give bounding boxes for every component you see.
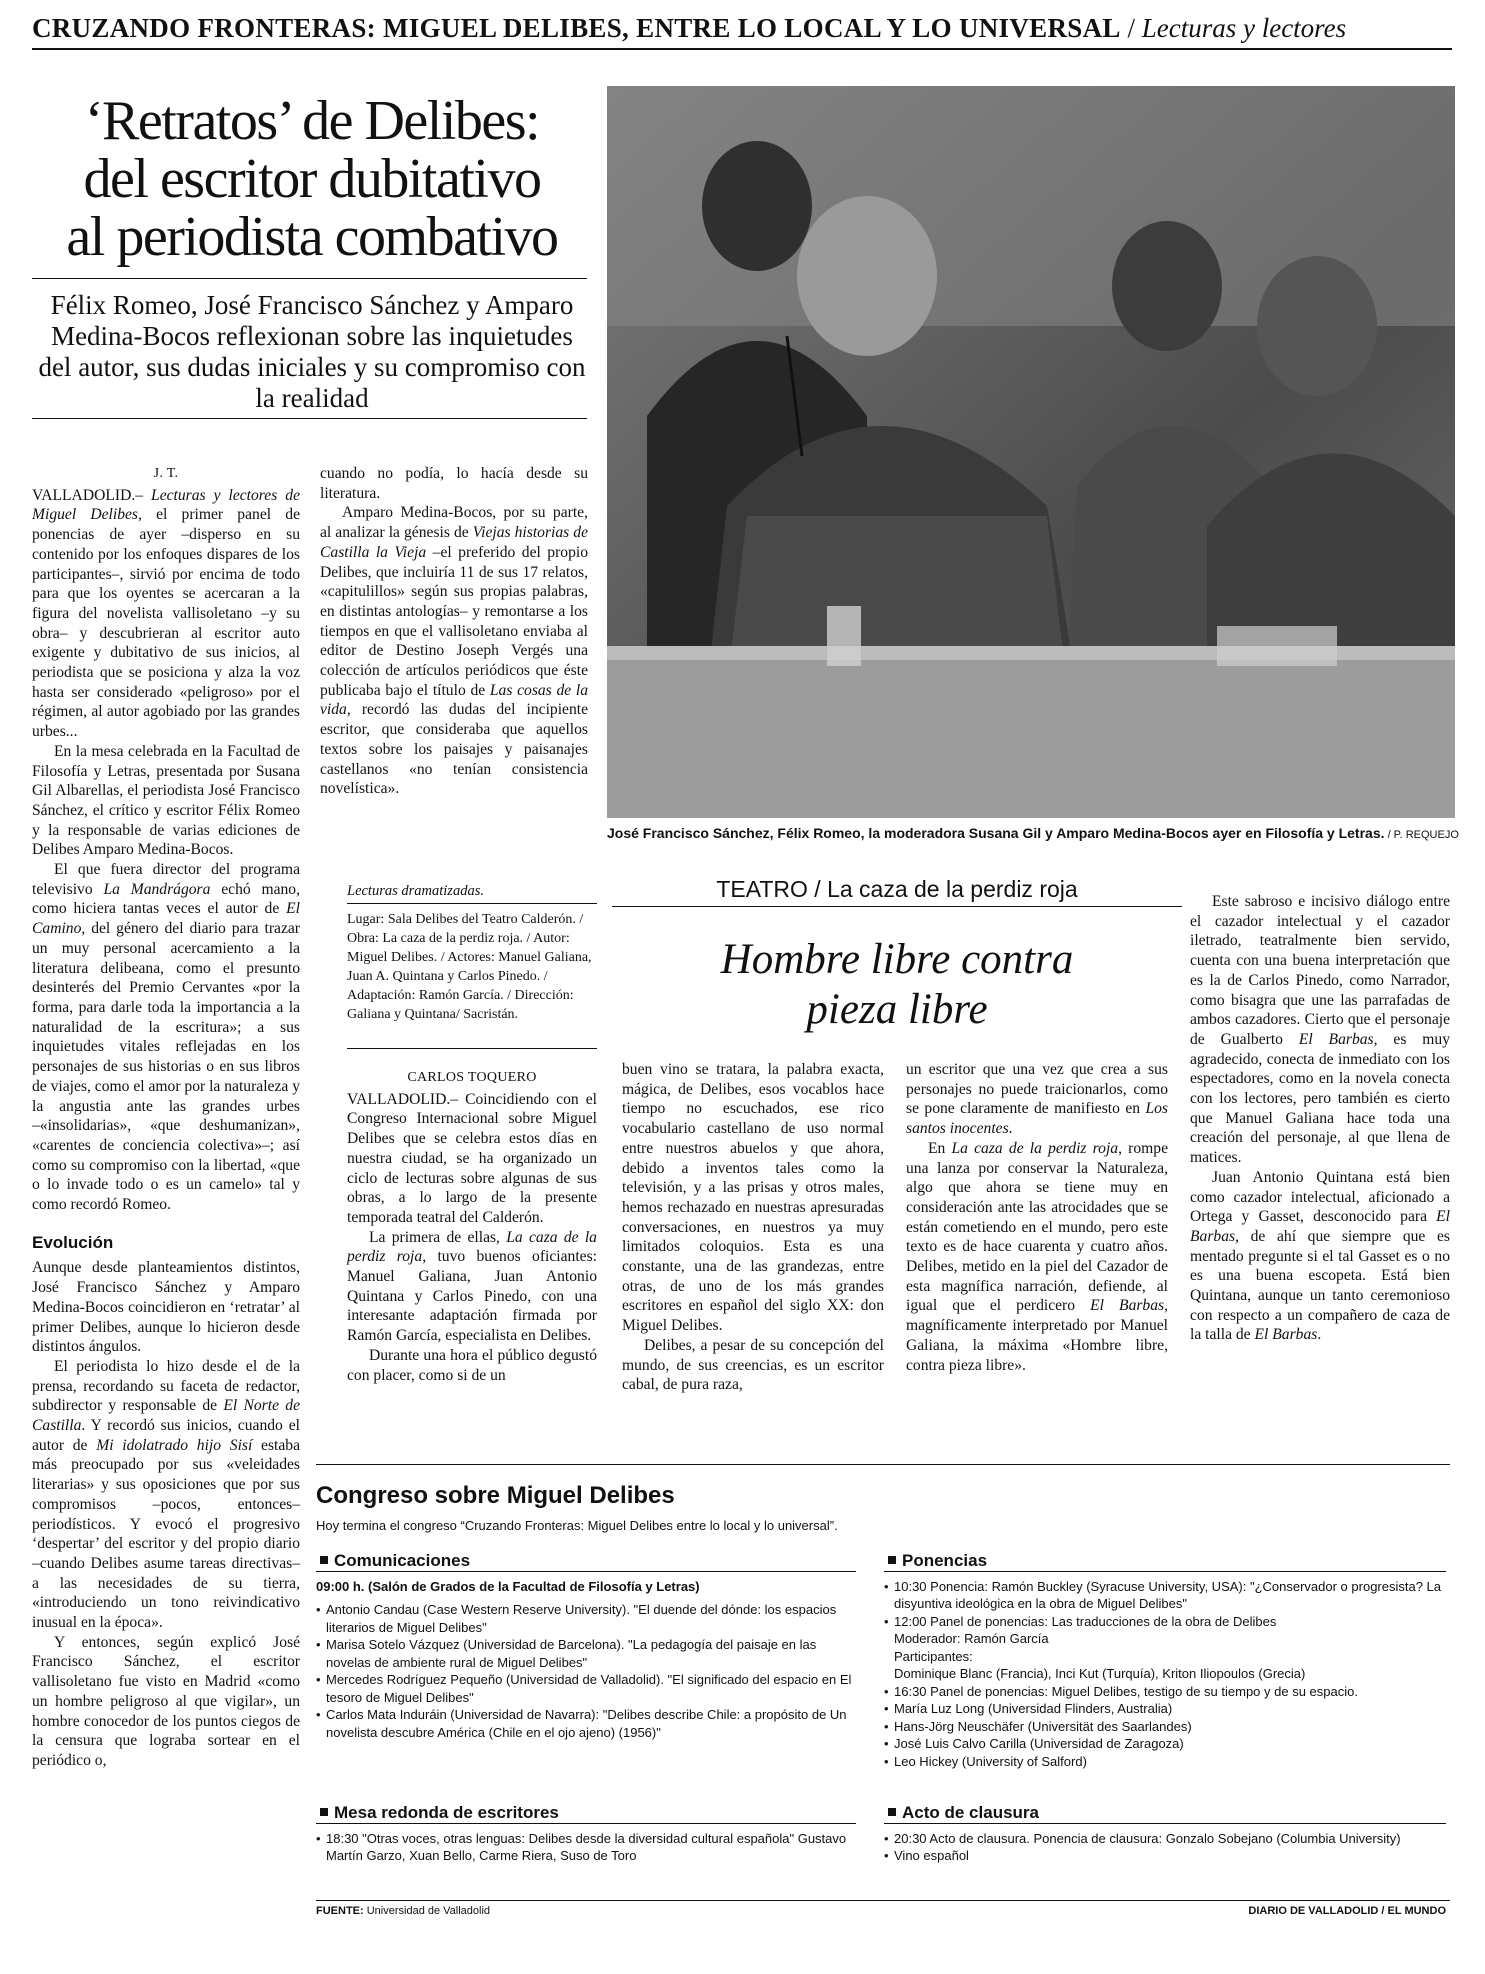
list-item: • Vino español — [884, 1847, 1446, 1865]
congress-box — [316, 1482, 1446, 1533]
theater-column-2 — [622, 1060, 884, 1395]
subheadline-rule — [32, 418, 587, 419]
comunicaciones-section — [316, 1550, 856, 1741]
kicker-rule — [612, 906, 1182, 907]
theater-headline — [612, 935, 1182, 1035]
newspaper-name: DIARIO DE VALLADOLID / EL MUNDO — [1248, 1905, 1446, 1917]
comunicaciones-list — [316, 1601, 856, 1741]
article-photo — [607, 86, 1455, 818]
photo-credit: / P. REQUEJO — [1384, 829, 1459, 841]
tech-sheet-text: Lugar: Sala Delibes del Teatro Calderón. / Obra: La caza de la perdiz roja. / Autor: Miguel Delibes. / Actores: Manuel Galiana, Juan A. Quintana y Carlos Pinedo. / Adaptación: Ramón García. / Dirección: Galiana y Quintana/ Sacristán. — [347, 912, 592, 1022]
headline-line-1: ‘Retratos’ de Delibes: — [84, 90, 540, 152]
ponencias-section — [884, 1550, 1446, 1770]
theater-headline-line-2: pieza libre — [806, 986, 988, 1033]
photo-caption — [607, 824, 1459, 844]
theater-headline-line-1: Hombre libre contra — [720, 936, 1074, 983]
comunicaciones-header: Comunicaciones — [316, 1550, 856, 1572]
theater-kicker: TEATRO / La caza de la perdiz roja — [716, 876, 1078, 902]
congress-title: Congreso sobre Miguel Delibes — [316, 1482, 675, 1509]
paragraph: cuando no podía, lo hacía desde su literatura. — [320, 465, 588, 502]
header-separator: / — [1120, 13, 1142, 43]
list-item: • Hans-Jörg Neuschäfer (Universität des Saarlandes) — [884, 1718, 1446, 1736]
list-item: • 10:30 Ponencia: Ramón Buckley (Syracuse University, USA): "¿Conservador o progresista? La disyuntiva ideológica en la obra de Miguel Delibes" — [884, 1578, 1446, 1613]
paragraph: En la mesa celebrada en la Facultad de Filosofía y Letras, presentada por Susana Gil Albarellas, el periodista José Francisco Sánchez, el crítico y escritor Félix Romeo y la responsable de varias ediciones de Delibes Amparo Medina-Bocos. — [32, 742, 300, 859]
article-column-2 — [320, 464, 588, 799]
headline-line-2: del escritor dubitativo — [83, 148, 541, 210]
list-item: • Carlos Mata Induráin (Universidad de Navarra): "Delibes describe Chile: a propósito de Un novelista descubre América (Chile en el ojo ajeno) (1956)" — [316, 1706, 856, 1741]
paragraph: Juan Antonio Quintana está bien como cazador intelectual, aficionado a Ortega y Gasset, desconocido para El Barbas, de ahí que siempre que es mentado pregunte si el tal Gasset es o no es una buena escopeta. Está bien Quintana, aunque un tanto ceremonioso con respecto a un compañero de caza de la talla de El Barbas. — [1190, 1168, 1450, 1344]
list-item: • 12:00 Panel de ponencias: Las traducciones de la obra de Delibes Moderador: Ramón García Participantes: Dominique Blanc (Francia), Inci Kut (Turquía), Kriton Iliopoulos (Grecia) — [884, 1613, 1446, 1683]
theater-byline: CARLOS TOQUERO — [407, 1070, 537, 1085]
caption-text: José Francisco Sánchez, Félix Romeo, la moderadora Susana Gil y Amparo Medina-Bocos ayer en Filosofía y Letras. — [607, 825, 1385, 841]
box-bottom-rule — [316, 1900, 1450, 1901]
list-item: • 16:30 Panel de ponencias: Miguel Delibes, testigo de su tiempo y de su espacio. — [884, 1683, 1446, 1701]
headline-rule — [32, 278, 587, 279]
subhead-evolucion: Evolución — [32, 1232, 114, 1252]
list-item: • José Luis Calvo Carilla (Universidad de Zaragoza) — [884, 1735, 1446, 1753]
comunicaciones-time: 09:00 h. (Salón de Grados de la Facultad de Filosofía y Letras) — [316, 1578, 700, 1594]
source-line — [316, 1905, 490, 1917]
clausura-header: Acto de clausura — [884, 1802, 1446, 1824]
paragraph: VALLADOLID.– Lecturas y lectores de Miguel Delibes, el primer panel de ponencias de ayer –disperso en su contenido por los enfoques dispares de los participantes–, sirvió por encima de todo para que los oyentes se acercaran a la figura del novelista vallisoletano –y su obra– y descubrieran al escritor auto exigente y dubitativo de sus inicios, al periodista que se posiciona y alza la voz hasta ser considerado «peligroso» por el régimen, al autor agobiado por las grandes urbes... — [32, 486, 300, 741]
article-column-1 — [32, 464, 300, 1771]
list-item: • Leo Hickey (University of Salford) — [884, 1753, 1446, 1771]
ponencias-list — [884, 1578, 1446, 1771]
photo-illustration — [607, 86, 1455, 818]
paragraph: Y entonces, según explicó José Francisco Sánchez, el escritor vallisoletano fue visto en Madrid «como un hombre peligroso al que vigilar», un hombre conocedor de los puntos ciegos de la censura que lograba sortear en el periódico o, — [32, 1633, 300, 1769]
list-item: • Mercedes Rodríguez Pequeño (Universidad de Valladolid). "El significado del espacio en El tesoro de Miguel Delibes" — [316, 1671, 856, 1706]
tech-sheet — [347, 882, 597, 1024]
paragraph: Durante una hora el público degustó con placer, como si de un — [347, 1346, 597, 1384]
congress-intro: Hoy termina el congreso “Cruzando Fronteras: Miguel Delibes entre lo local y lo universal”. — [316, 1518, 838, 1533]
list-item: • 20:30 Acto de clausura. Ponencia de clausura: Gonzalo Sobejano (Columbia University) — [884, 1830, 1446, 1848]
subheadline: Félix Romeo, José Francisco Sánchez y Amparo Medina-Bocos reflexionan sobre las inquietudes del autor, sus dudas iniciales y su compromiso con la realidad — [38, 290, 586, 413]
list-item: • Antonio Candau (Case Western Reserve University). "El duende del dónde: los espacios literarios de Miguel Delibes" — [316, 1601, 856, 1636]
paragraph: un escritor que una vez que crea a sus personajes no puede traicionarlos, como se pone claramente de manifiesto en Los santos inocentes. — [906, 1061, 1168, 1138]
main-headline — [32, 92, 592, 266]
source-text: Universidad de Valladolid — [363, 1905, 491, 1917]
source-label: FUENTE: — [316, 1905, 364, 1917]
theater-column-1 — [347, 1068, 597, 1385]
section-topic: Lecturas y lectores — [1141, 13, 1347, 43]
clausura-list — [884, 1830, 1446, 1865]
paragraph: buen vino se tratara, la palabra exacta, mágica, de Delibes, esos vocablos hace tiempo no escuchados, ese rico vocabulario castellano de uso normal entre nuestros abuelos y que ahora, debido a inventos tales como la televisión, y a las prisas y otros males, hemos rechazado en nuestras apresuradas conversaciones, en nuestros ya muy limitados coloquios. Esta es una constante, una de las grandezas, entre otras, de uno de los más grandes escritores en español del siglo XX: don Miguel Delibes. — [622, 1061, 884, 1335]
section-header — [32, 8, 1452, 50]
paragraph: Este sabroso e incisivo diálogo entre el cazador intelectual y el cazador iletrado, teatralmente bien servido, cuenta con una buena interpretación que es la de Carlos Pinedo, como Narrador, como bisagra que une las parrafadas de ambos cazadores. Cierto que el personaje de Gualberto El Barbas, es muy agradecido, conecta de inmediato con los espectadores, como en la novela conecta con los lectores, pero también es cierto que Manuel Galiana hace toda una creación del personaje, al que llena de matices. — [1190, 893, 1450, 1167]
paragraph: Aunque desde planteamientos distintos, José Francisco Sánchez y Amparo Medina-Bocos coincidieron en ‘retratar’ al primer Delibes, aunque lo hicieron desde distintos ángulos. — [32, 1259, 300, 1356]
paragraph: El que fuera director del programa televisivo La Mandrágora echó mano, como hiciera tantas veces el autor de El Camino, del género del diario para trazar un muy personal acercamiento a la literatura delibeana, como el presunto desinterés del Premio Cervantes «por la forma, para darle toda la importancia a la naturalidad de la escritura»; a sus inquietudes vitales reflejadas en los personajes de sus historias o en sus libros de viajes, como el amor por la naturaleza y la angustia ante las grandes urbes –«insolidarias», «que deshumanizan», «carentes de conciencia colectiva»–; así como su compromiso con la libertad, «que o lo invade todo o es un camelo» tal y como recordó Romeo. — [32, 861, 301, 1214]
theater-column-4 — [1190, 892, 1450, 1345]
paragraph: En La caza de la perdiz roja, rompe una lanza por conservar la Naturaleza, algo que ahora se tiene muy en consideración ante las atrocidades que se están cometiendo en el mundo, pero este texto es de hace cuarenta y cuatro años. Delibes, metido en la piel del Cazador de esta magnífica narración, defiende, al igual que el perdicero El Barbas, magníficamente interpretado por Manuel Galiana, la máxima «Hombre libre, contra pieza libre». — [906, 1139, 1168, 1374]
tech-sheet-title: Lecturas dramatizadas. — [347, 882, 597, 904]
list-item: • Marisa Sotelo Vázquez (Universidad de Barcelona). "La pedagogía del paisaje en las novelas de ambiente rural de Miguel Delibes" — [316, 1636, 856, 1671]
mesa-list — [316, 1830, 856, 1865]
paragraph: Amparo Medina-Bocos, por su parte, al analizar la génesis de Viejas historias de Castilla la Vieja –el preferido del propio Delibes, que incluiría 11 de sus 17 relatos, «capitulillos» según sus propias palabras, en distintas antologías– y remontarse a los tiempos en que el vallisoletano enviaba al editor de Destino Joseph Vergés una colección de artículos periódicos que éste publicaba bajo el título de Las cosas de la vida, recordó las dudas del incipiente escritor, que consideraba que aquellos textos sobre los paisajes y paisanajes castellanos «no tenían consistencia novelística». — [320, 504, 588, 798]
headline-line-3: al periodista combativo — [66, 206, 558, 268]
paragraph: Delibes, a pesar de su concepción del mundo, de sus creencias, es un escritor cabal, de pura raza, — [622, 1336, 884, 1394]
byline: J. T. — [153, 466, 179, 481]
paragraph: La primera de ellas, La caza de la perdiz roja, tuvo buenos oficiantes: Manuel Galiana, Juan Antonio Quintana y Carlos Pinedo, con una interesante adaptación firmada por Ramón García, especialista en Delibes. — [347, 1228, 597, 1345]
mesa-section — [316, 1802, 856, 1865]
clausura-section — [884, 1802, 1446, 1865]
section-title: CRUZANDO FRONTERAS: MIGUEL DELIBES, ENTRE LO LOCAL Y LO UNIVERSAL — [32, 13, 1121, 43]
paragraph: VALLADOLID.– Coincidiendo con el Congreso Internacional sobre Miguel Delibes que se celebra estos días en nuestra ciudad, se ha organizado un ciclo de lecturas sobre algunas de sus obras, a lo largo de la presente temporada teatral del Calderón. — [347, 1090, 597, 1226]
ponencias-header: Ponencias — [884, 1550, 1446, 1572]
list-item: • María Luz Long (Universidad Flinders, Australia) — [884, 1700, 1446, 1718]
mesa-header: Mesa redonda de escritores — [316, 1802, 856, 1824]
box-top-rule — [316, 1464, 1450, 1465]
paragraph: El periodista lo hizo desde el de la prensa, recordando su faceta de redactor, subdirector y responsable de El Norte de Castilla. Y recordó sus inicios, cuando el autor de Mi idolatrado hijo Sisí estaba más preocupado por sus «veleidades literarias» y sus oposiciones que por sus compromisos –pocos, entonces– periodísticos. Y evocó el progresivo ‘despertar’ del escritor y del propio diario –cuando Delibes asume tareas directivas– a las necesidades de su tierra, «introduciendo un tono reivindicativo inusual en la época». — [32, 1357, 300, 1632]
theater-column-3 — [906, 1060, 1168, 1375]
tech-sheet-rule — [347, 1048, 597, 1049]
list-item: • 18:30 "Otras voces, otras lenguas: Delibes desde la diversidad cultural española" Gustavo Martín Garzo, Xuan Bello, Carme Riera, Suso de Toro — [316, 1830, 856, 1865]
